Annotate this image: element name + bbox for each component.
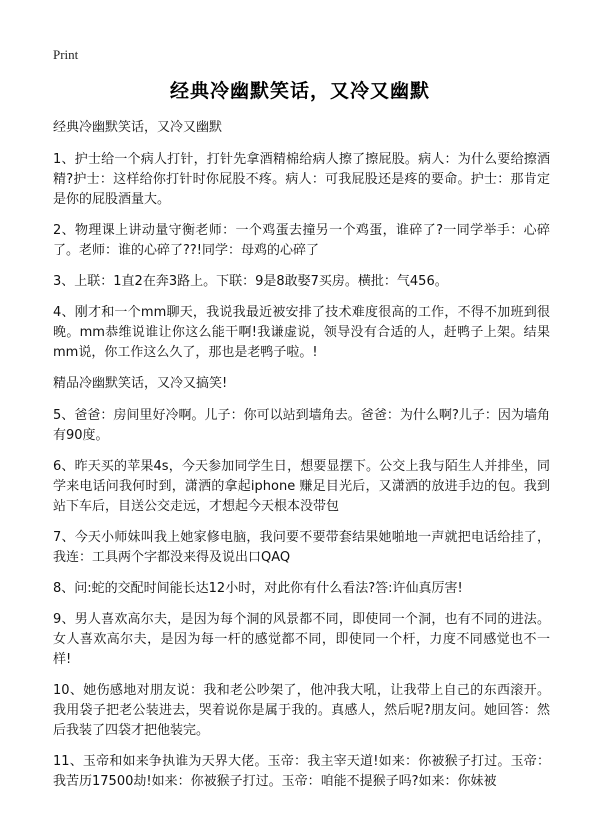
page-title: 经典冷幽默笑话，又冷又幽默 xyxy=(169,80,430,102)
joke-paragraph: 5、爸爸：房间里好冷啊。儿子：你可以站到墙角去。爸爸：为什么啊?儿子：因为墙角有90度。 xyxy=(53,408,550,443)
joke-paragraph: 1、护士给一个病人打针，打针先拿酒精棉给病人擦了擦屁股。病人：为什么要给擦酒精?护士：这样给你打针时你屁股不疼。病人：可我屁股还是疼的要命。护士：那肯定是你的屁股酒量大。 xyxy=(53,152,550,207)
section-heading: 精品冷幽默笑话，又冷又搞笑! xyxy=(53,376,228,391)
joke-paragraph: 3、上联：1直2在奔3路上。下联：9是8敢娶7买房。横批：气456。 xyxy=(53,274,448,289)
joke-paragraph: 7、今天小师妹叫我上她家修电脑，我问要不要带套结果她啪地一声就把电话给挂了，我连：工具两个字都没来得及说出口QAQ xyxy=(53,530,550,565)
joke-paragraph: 11、玉帝和如来争执谁为天界大佬。玉帝：我主宰天道!如来：你被猴子打过。玉帝：我苦历17500劫!如来：你被猴子打过。玉帝：咱能不提猴子吗?如来：你妹被 xyxy=(53,754,550,789)
joke-paragraph: 2、物理课上讲动量守衡老师：一个鸡蛋去撞另一个鸡蛋，谁碎了?一同学举手：心碎了。老师：谁的心碎了??!同学：母鸡的心碎了 xyxy=(53,223,550,258)
joke-paragraph: 6、昨天买的苹果4s，今天参加同学生日，想要显摆下。公交上我与陌生人并排坐，同学来电话问我何时到，潇洒的拿起iphone 赚足目光后，又潇洒的放进手边的包。我到站下车后，目送公交走远，才想起今天根本没带包 xyxy=(53,459,550,514)
joke-paragraph: 4、刚才和一个mm聊天，我说我最近被安排了技术难度很高的工作，不得不加班到很晚。mm恭维说谁让你这么能干啊!我谦虚说，领导没有合适的人，赶鸭子上架。结果mm说，你工作这么久了，那也是老鸭子啦。! xyxy=(53,305,550,360)
section-heading: 经典冷幽默笑话，又冷又幽默 xyxy=(53,120,223,135)
article-body xyxy=(53,118,550,803)
print-label: Print xyxy=(53,47,79,62)
joke-paragraph: 10、她伤感地对朋友说：我和老公吵架了，他冲我大吼，让我带上自己的东西滚开。我用袋子把老公装进去，哭着说你是属于我的。真感人，然后呢?朋友问。她回答：然后我装了四袋才把他装完。 xyxy=(53,683,550,738)
joke-paragraph: 8、问:蛇的交配时间能长达12小时，对此你有什么看法?答:许仙真厉害! xyxy=(53,581,463,596)
joke-paragraph: 9、男人喜欢高尔夫，是因为每个洞的风景都不同，即使同一个洞，也有不同的进法。 女人喜欢高尔夫，是因为每一杆的感觉都不同，即使同一个杆，力度不同感觉也不一样! xyxy=(53,612,550,667)
